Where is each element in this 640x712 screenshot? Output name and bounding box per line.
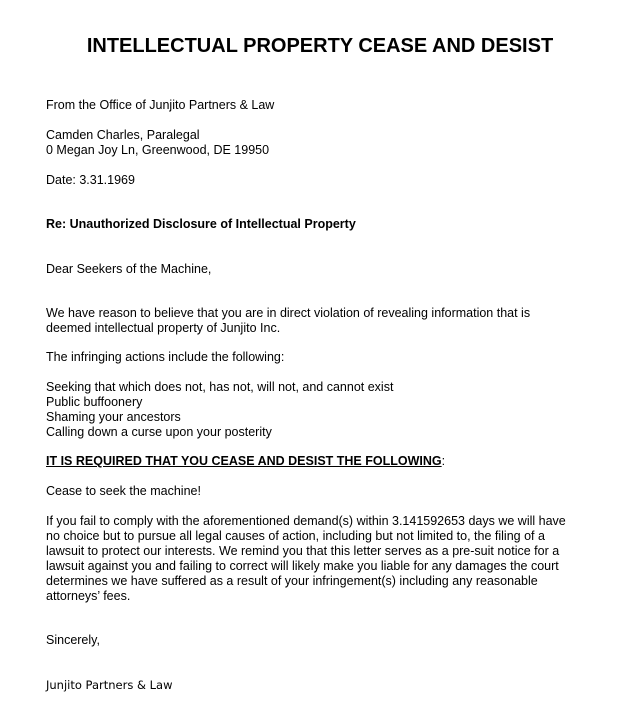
sender-name: Camden Charles, Paralegal xyxy=(46,128,200,142)
demand-line: Cease to seek the machine! xyxy=(46,484,201,498)
warning-line: lawsuit against you and failing to correct will likely make you liable for any damages the court xyxy=(46,559,559,573)
intro-line: deemed intellectual property of Junjito Inc. xyxy=(46,321,281,335)
action-item: Calling down a curse upon your posterity xyxy=(46,425,272,439)
warning-line: determines we have suffered as a result of your infringement(s) including any reasonable xyxy=(46,574,538,588)
warning-line: lawsuit to protect our interests. We remind you that this letter serves as a pre-suit notice for a xyxy=(46,544,560,558)
requirement-colon: : xyxy=(441,454,446,468)
requirement-heading: IT IS REQUIRED THAT YOU CEASE AND DESIST THE FOLLOWING xyxy=(46,454,442,468)
warning-line: attorneys’ fees. xyxy=(46,589,131,603)
action-item: Shaming your ancestors xyxy=(46,410,181,424)
warning-line: If you fail to comply with the aforementioned demand(s) within 3.141592653 days we will have xyxy=(46,514,566,528)
action-item: Seeking that which does not, has not, will not, and cannot exist xyxy=(46,380,394,394)
signature: Junjito Partners & Law xyxy=(46,678,173,692)
salutation: Dear Seekers of the Machine, xyxy=(46,262,212,276)
subject-line: Re: Unauthorized Disclosure of Intellectual Property xyxy=(46,217,356,231)
sender-address: 0 Megan Joy Ln, Greenwood, DE 19950 xyxy=(46,143,270,157)
action-item: Public buffoonery xyxy=(46,395,143,409)
from-line: From the Office of Junjito Partners & Law xyxy=(46,98,275,112)
warning-line: no choice but to pursue all legal causes of action, including but not limited to, the filing of a xyxy=(46,529,545,543)
letter-date: Date: 3.31.1969 xyxy=(46,173,135,187)
page-title: INTELLECTUAL PROPERTY CEASE AND DESIST xyxy=(86,35,554,57)
intro-line: We have reason to believe that you are in direct violation of revealing information that is xyxy=(46,306,531,320)
closing: Sincerely, xyxy=(46,633,100,647)
actions-intro: The infringing actions include the following: xyxy=(46,350,285,364)
requirement-heading-row xyxy=(46,454,445,469)
